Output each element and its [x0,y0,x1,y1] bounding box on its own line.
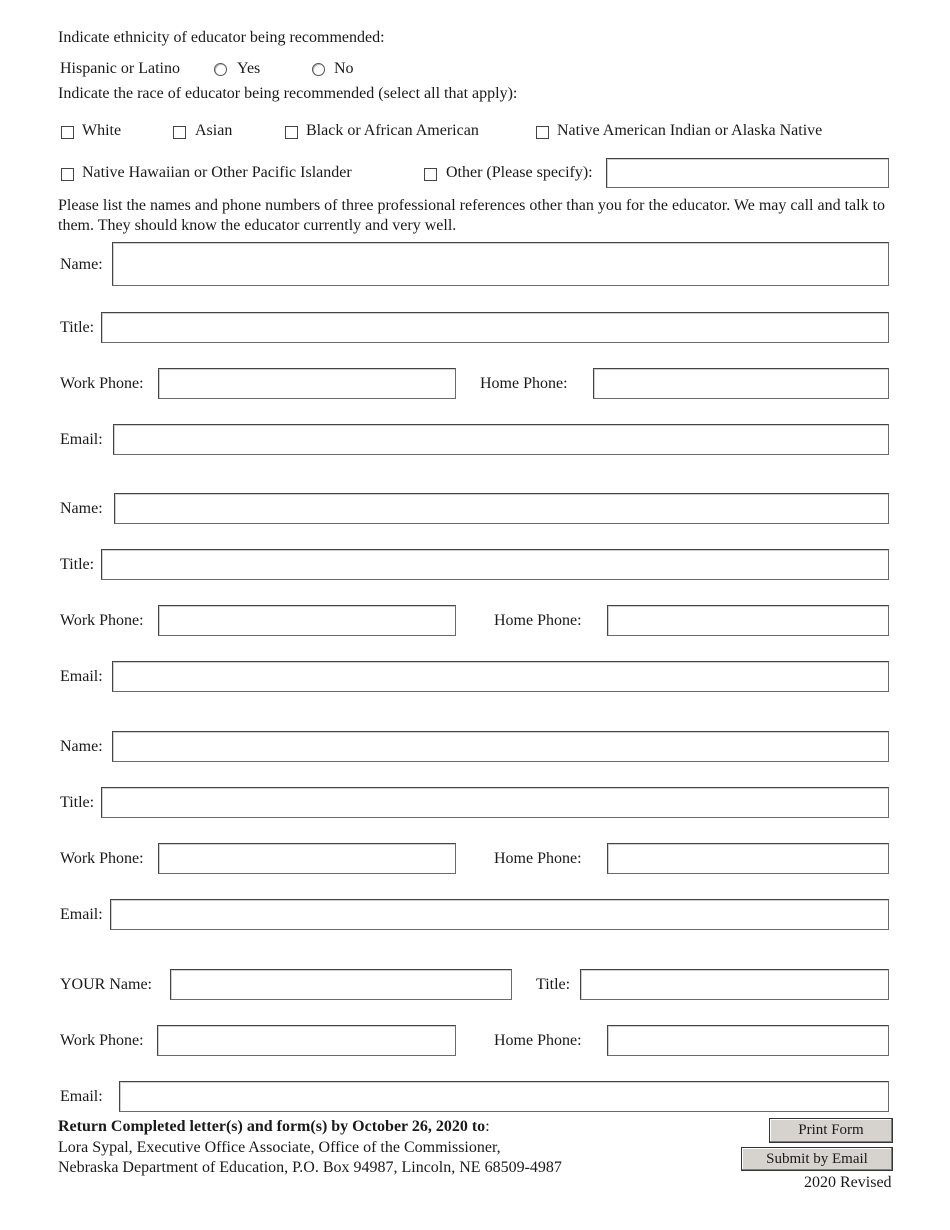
return-deadline: Return Completed letter(s) and form(s) by October 26, 2020 to [58,1118,486,1135]
ref1-email-label: Email: [60,431,103,448]
hispanic-yes-label: Yes [237,60,261,77]
race-native-american-label: Native American Indian or Alaska Native [557,122,823,139]
race-black-label: Black or African American [306,122,479,139]
return-instructions [58,1117,490,1137]
ref1-name-input[interactable] [112,242,889,286]
ref2-name-label: Name: [60,500,103,517]
references-intro: Please list the names and phone numbers of three professional references other than you for the educator. We may call and talk to them. They should know the educator currently and very well. [58,197,886,234]
race-asian-checkbox[interactable] [173,126,186,139]
your-email-label: Email: [60,1088,103,1105]
hispanic-question-label: Hispanic or Latino [60,60,180,77]
ref1-home-phone-label: Home Phone: [480,375,568,392]
ref3-work-phone-input[interactable] [158,843,456,874]
submit-by-email-button[interactable]: Submit by Email [741,1147,893,1171]
ref2-title-label: Title: [60,556,95,573]
ref3-name-input[interactable] [112,731,889,762]
your-work-phone-label: Work Phone: [60,1032,144,1049]
your-home-phone-label: Home Phone: [494,1032,582,1049]
ref2-home-phone-label: Home Phone: [494,612,582,629]
race-black-checkbox[interactable] [285,126,298,139]
ref3-home-phone-label: Home Phone: [494,850,582,867]
race-other-label: Other (Please specify): [446,164,593,181]
your-name-input[interactable] [170,969,512,1000]
return-address-line1: Lora Sypal, Executive Office Associate, Office of the Commissioner, [58,1139,501,1156]
ref3-email-label: Email: [60,906,103,923]
ref2-name-input[interactable] [114,493,889,524]
hispanic-no-label: No [334,60,354,77]
your-work-phone-input[interactable] [157,1025,456,1056]
race-white-label: White [82,122,122,139]
race-white-checkbox[interactable] [61,126,74,139]
ref2-work-phone-label: Work Phone: [60,612,144,629]
race-other-specify-input[interactable] [606,158,889,188]
your-title-input[interactable] [580,969,889,1000]
race-pacific-islander-checkbox[interactable] [61,168,74,181]
race-other-checkbox[interactable] [424,168,437,181]
ref3-work-phone-label: Work Phone: [60,850,144,867]
race-asian-label: Asian [195,122,233,139]
return-address-line2: Nebraska Department of Education, P.O. Box 94987, Lincoln, NE 68509-4987 [58,1159,562,1176]
your-home-phone-input[interactable] [607,1025,889,1056]
your-name-label: YOUR Name: [60,976,152,993]
ethnicity-prompt: Indicate ethnicity of educator being recommended: [58,29,385,46]
hispanic-no-radio[interactable] [312,63,325,76]
race-pacific-islander-label: Native Hawaiian or Other Pacific Islander [82,164,352,181]
ref3-title-label: Title: [60,794,95,811]
ref3-title-input[interactable] [101,787,889,818]
race-prompt: Indicate the race of educator being recommended (select all that apply): [58,85,518,102]
ref2-email-label: Email: [60,668,103,685]
ref3-home-phone-input[interactable] [607,843,889,874]
ref1-email-input[interactable] [113,424,889,455]
your-title-label: Title: [536,976,571,993]
ref1-title-input[interactable] [101,312,889,343]
ref1-home-phone-input[interactable] [593,368,889,399]
print-form-button[interactable]: Print Form [769,1118,893,1143]
ref3-name-label: Name: [60,738,103,755]
ref1-title-label: Title: [60,319,95,336]
ref2-email-input[interactable] [112,661,889,692]
revision-note: 2020 Revised [804,1174,892,1191]
ref1-work-phone-label: Work Phone: [60,375,144,392]
ref1-work-phone-input[interactable] [158,368,456,399]
ref2-home-phone-input[interactable] [607,605,889,636]
hispanic-yes-radio[interactable] [214,63,227,76]
your-email-input[interactable] [119,1081,889,1112]
ref2-work-phone-input[interactable] [158,605,456,636]
return-colon: : [485,1118,490,1135]
ref1-name-label: Name: [60,256,103,273]
race-native-american-checkbox[interactable] [536,126,549,139]
ref3-email-input[interactable] [110,899,889,930]
ref2-title-input[interactable] [101,549,889,580]
